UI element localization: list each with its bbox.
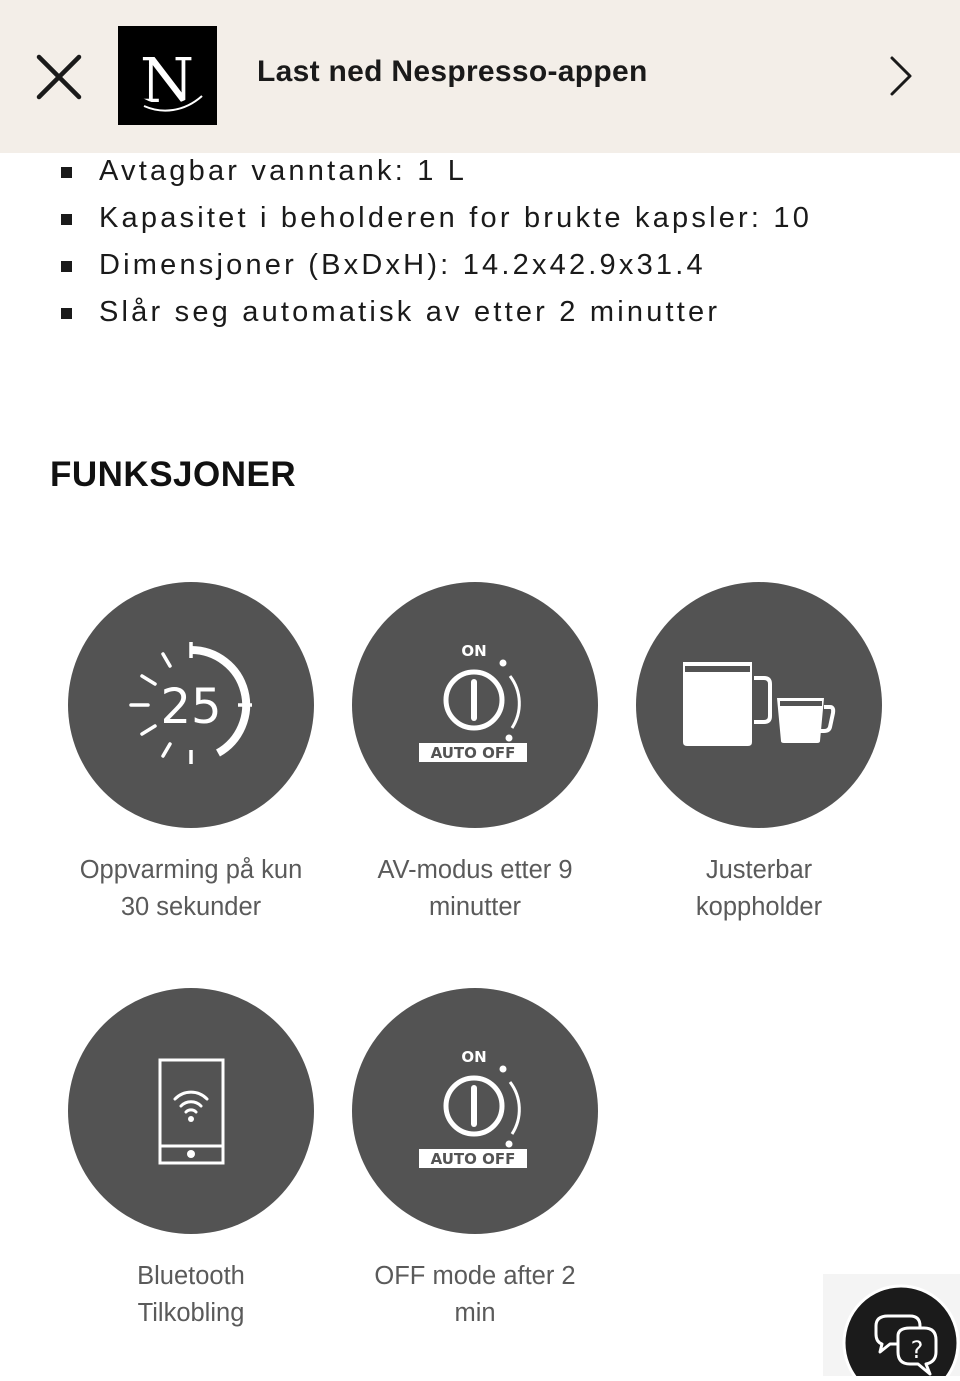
banner-title[interactable]: Last ned Nespresso-appen [257, 55, 648, 88]
spec-text: Slår seg automatisk av etter 2 minutter [99, 296, 721, 328]
svg-text:?: ? [910, 1336, 924, 1364]
spec-item [0, 195, 960, 242]
feature-label: AV-modus etter 9 minutter [377, 856, 573, 921]
spec-item [0, 148, 960, 195]
app-download-banner[interactable] [0, 0, 960, 153]
svg-text:ON: ON [461, 1048, 487, 1066]
spec-text: Kapasitet i beholderen for brukte kapsler: 10 [99, 202, 813, 234]
close-icon[interactable] [30, 48, 88, 106]
spec-item [0, 242, 960, 289]
chevron-right-icon[interactable] [880, 52, 924, 100]
auto-off-power-icon [352, 582, 598, 828]
phone-wifi-icon [68, 988, 314, 1234]
nespresso-logo-icon [118, 26, 217, 125]
auto-off-power-icon [352, 988, 598, 1234]
spec-list [0, 148, 960, 336]
bullet-icon [61, 214, 72, 225]
bullet-icon [61, 308, 72, 319]
svg-text:AUTO OFF: AUTO OFF [430, 744, 516, 762]
feature-label: Oppvarming på kun 30 sekunder [79, 856, 303, 921]
feature-label: OFF mode after 2 min [374, 1262, 576, 1327]
heat-up-timer-icon [68, 582, 314, 828]
spec-text: Avtagbar vanntank: 1 L [99, 155, 468, 187]
spec-item [0, 289, 960, 336]
svg-text:ON: ON [461, 642, 487, 660]
svg-text:25: 25 [160, 679, 222, 735]
svg-text:AUTO OFF: AUTO OFF [430, 1150, 516, 1168]
bullet-icon [61, 261, 72, 272]
features-heading: FUNKSJONER [50, 455, 297, 494]
spec-text: Dimensjoner (BxDxH): 14.2x42.9x31.4 [99, 249, 706, 281]
feature-label: Justerbar koppholder [695, 856, 823, 921]
feature-label: Bluetooth Tilkobling [137, 1262, 245, 1327]
bullet-icon [61, 167, 72, 178]
chat-help-icon[interactable] [842, 1284, 960, 1376]
cup-sizes-icon [636, 582, 882, 828]
svg-text:N: N [139, 44, 195, 117]
